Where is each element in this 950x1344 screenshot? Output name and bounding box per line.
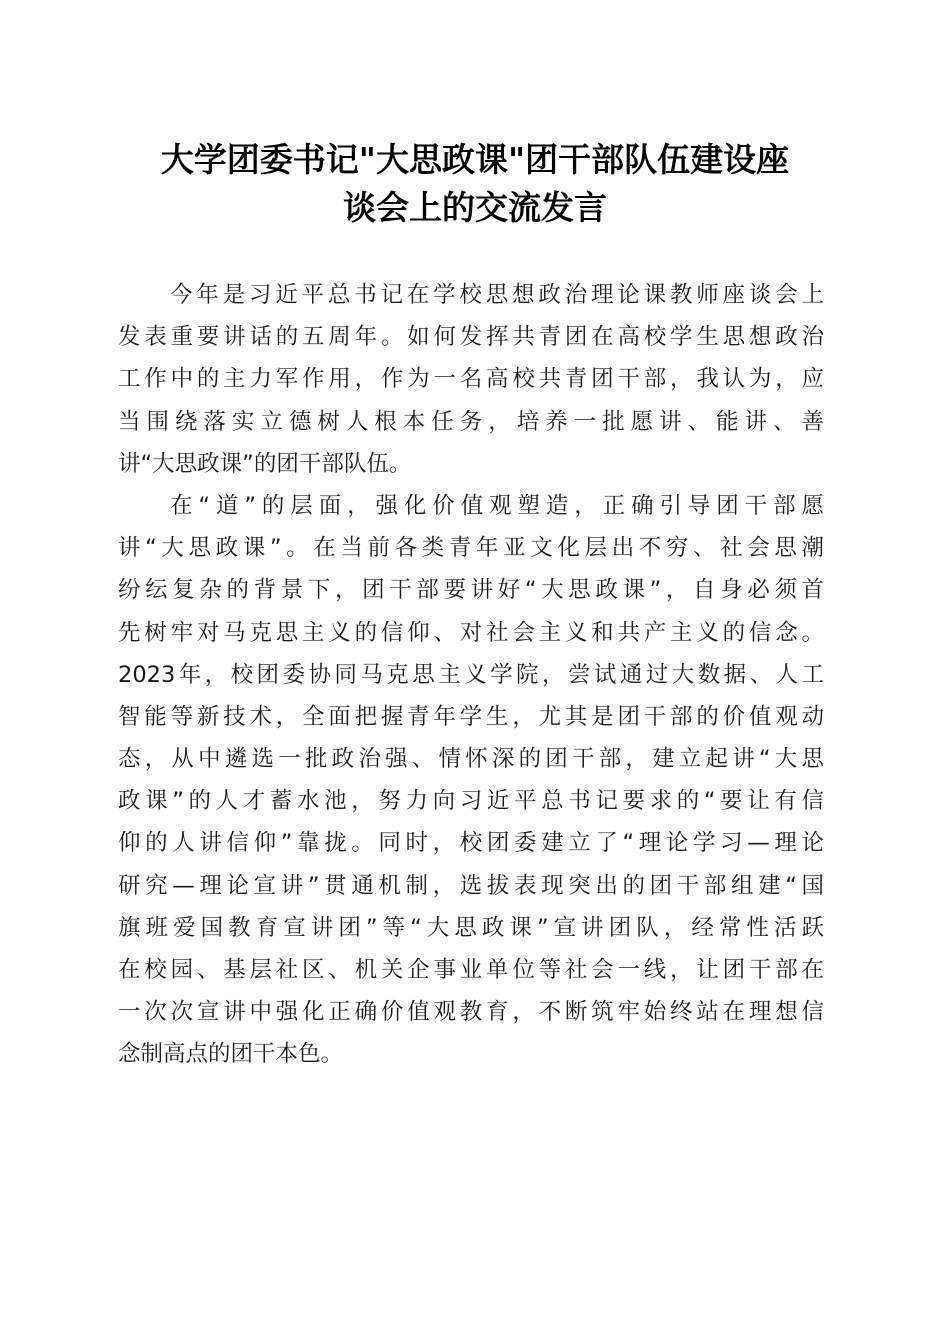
paragraph-1 bbox=[118, 274, 824, 485]
text-line: 念制高点的团干本色。 bbox=[118, 1041, 344, 1068]
text-line: 当围绕落实立德树人根本任务，培养一批愿讲、能讲、善 bbox=[118, 408, 824, 435]
text-line: 今年是习近平总书记在学校思想政治理论课教师座谈会上 bbox=[170, 282, 824, 308]
text-line: 旗班爱国教育宣讲团”等“大思政课”宣讲团队，经常性活跃 bbox=[118, 914, 824, 941]
text-line: 讲“大思政课”。在当前各类青年亚文化层出不穷、社会思潮 bbox=[118, 535, 824, 562]
text-line: 工作中的主力军作用，作为一名高校共青团干部，我认为，应 bbox=[118, 366, 824, 393]
text-line: 纷纭复杂的背景下，团干部要讲好“大思政课”，自身必须首 bbox=[118, 577, 824, 604]
text-line: 讲“大思政课”的团干部队伍。 bbox=[118, 450, 412, 477]
text-line: 政课”的人才蓄水池，努力向习近平总书记要求的“要让有信 bbox=[118, 788, 824, 815]
text-line: 在校园、基层社区、机关企事业单位等社会一线，让团干部在 bbox=[118, 957, 824, 983]
text-line: 2023年，校团委协同马克思主义学院，尝试通过大数据、人工 bbox=[118, 661, 824, 688]
document-title bbox=[100, 136, 850, 232]
text-line: 态，从中遴选一批政治强、情怀深的团干部，建立起讲“大思 bbox=[118, 746, 824, 773]
text-line: 仰的人讲信仰”靠拢。同时，校团委建立了“理论学习—理论 bbox=[118, 830, 824, 857]
text-line: 一次次宣讲中强化正确价值观教育，不断筑牢始终站在理想信 bbox=[118, 999, 824, 1026]
title-line: 谈会上的交流发言 bbox=[343, 188, 607, 227]
title-line: 大学团委书记"大思政课"团干部队伍建设座 bbox=[160, 140, 790, 179]
text-line: 在“道”的层面，强化价值观塑造，正确引导团干部愿 bbox=[170, 492, 824, 519]
text-line: 发表重要讲话的五周年。如何发挥共青团在高校学生思想政治 bbox=[118, 324, 824, 351]
text-line: 先树牢对马克思主义的信仰、对社会主义和共产主义的信念。 bbox=[118, 619, 824, 646]
paragraph-2 bbox=[118, 485, 824, 1076]
text-line: 智能等新技术，全面把握青年学生，尤其是团干部的价值观动 bbox=[118, 703, 824, 730]
document-body bbox=[118, 274, 824, 1076]
text-line: 研究—理论宣讲”贯通机制，选拔表现突出的团干部组建“国 bbox=[118, 872, 824, 899]
